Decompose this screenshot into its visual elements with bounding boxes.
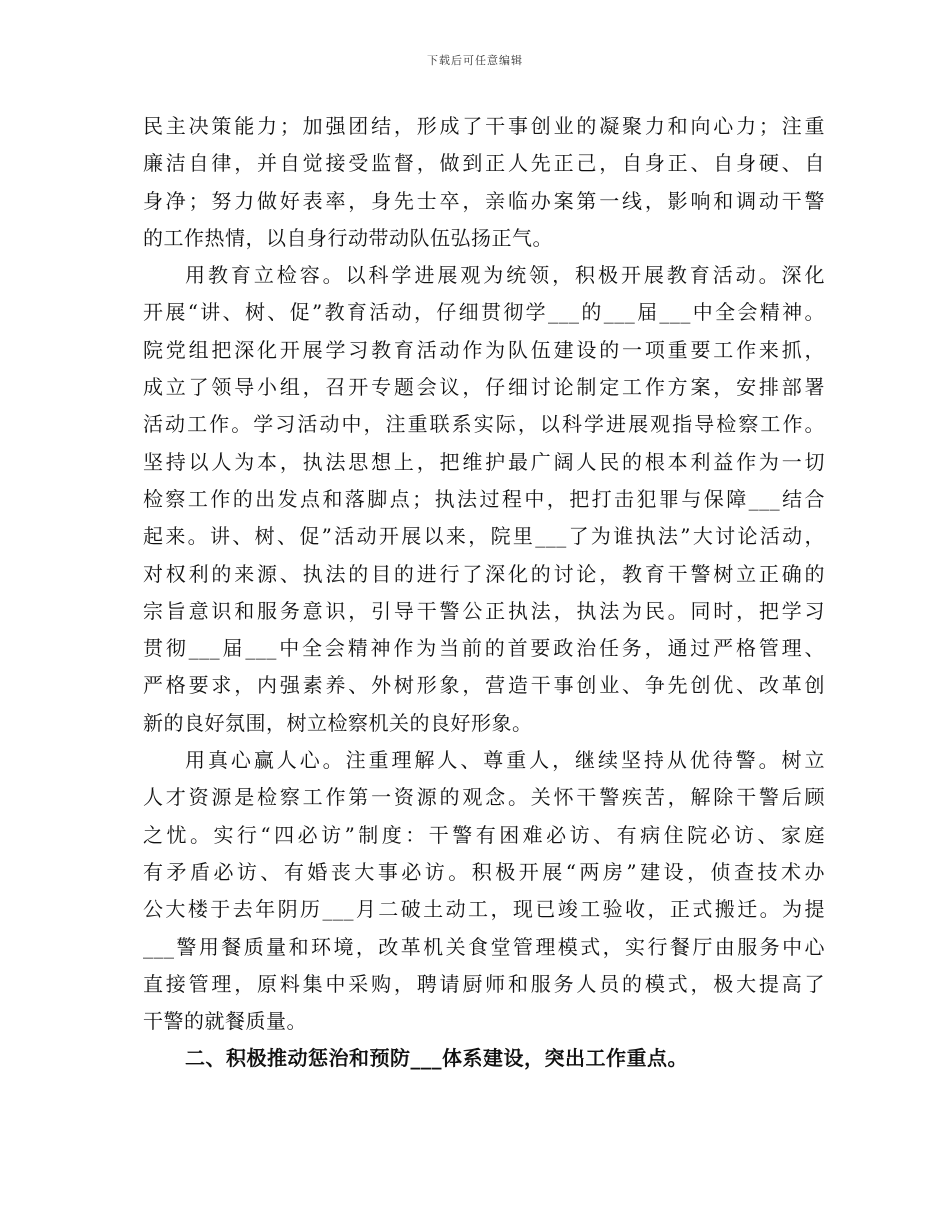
paragraph-line: 开展“讲、树、促”教育活动，仔细贯彻学___的___届___中全会精神。 <box>143 300 825 325</box>
paragraph-line: 身净；努力做好表率，身先士卒，亲临办案第一线，影响和调动干警 <box>143 188 825 213</box>
paragraph-line: ___警用餐质量和环境，改革机关食堂管理模式，实行餐厅由服务中心 <box>143 934 825 959</box>
paragraph-line: 干警的就餐质量。 <box>143 1009 307 1034</box>
paragraph-line: 新的良好氛围，树立检察机关的良好形象。 <box>143 710 533 735</box>
paragraph-line: 人才资源是检察工作第一资源的观念。关怀干警疾苦，解除干警后顾 <box>143 785 825 810</box>
paragraph-line: 民主决策能力；加强团结，形成了干事创业的凝聚力和向心力；注重 <box>143 114 825 138</box>
paragraph-line: 用教育立检容。以科学进展观为统领，积极开展教育活动。深化 <box>185 263 825 288</box>
paragraph-line: 活动工作。学习活动中，注重联系实际，以科学进展观指导检察工作。 <box>143 412 825 437</box>
paragraph-line: 宗旨意识和服务意识，引导干警公正执法，执法为民。同时，把学习 <box>143 598 825 623</box>
paragraph-line: 对权利的来源、执法的目的进行了深化的讨论，教育干警树立正确的 <box>143 561 825 586</box>
paragraph-line: 贯彻___届___中全会精神作为当前的首要政治任务，通过严格管理、 <box>143 636 825 661</box>
paragraph-line: 有矛盾必访、有婚丧大事必访。积极开展“两房”建设，侦查技术办 <box>143 859 825 884</box>
section-heading: 二、积极推动惩治和预防___体系建设，突出工作重点。 <box>185 1046 688 1071</box>
paragraph-line: 成立了领导小组，召开专题会议，仔细讨论制定工作方案，安排部署 <box>143 375 825 400</box>
paragraph-line: 直接管理，原料集中采购，聘请厨师和服务人员的模式，极大提高了 <box>143 971 825 996</box>
paragraph-line: 的工作热情，以自身行动带动队伍弘扬正气。 <box>143 225 553 250</box>
paragraph-line: 坚持以人为本，执法思想上，把维护最广阔人民的根本利益作为一切 <box>143 449 825 474</box>
paragraph-line: 院党组把深化开展学习教育活动作为队伍建设的一项重要工作来抓， <box>143 337 825 362</box>
page-header: 下载后可任意编辑 <box>427 54 523 67</box>
paragraph-line: 严格要求，内强素养、外树形象，营造干事创业、争先创优、改革创 <box>143 673 825 698</box>
paragraph-line: 之忧。实行“四必访”制度：干警有困难必访、有病住院必访、家庭 <box>143 822 825 847</box>
paragraph-line: 检察工作的出发点和落脚点；执法过程中，把打击犯罪与保障___结合 <box>143 486 825 511</box>
paragraph-line: 廉洁自律，并自觉接受监督，做到正人先正己，自身正、自身硬、自 <box>143 151 825 176</box>
paragraph-line: 用真心赢人心。注重理解人、尊重人，继续坚持从优待警。树立 <box>185 748 825 773</box>
paragraph-line: 起来。讲、树、促”活动开展以来，院里___了为谁执法”大讨论活动， <box>143 524 825 549</box>
paragraph-line: 公大楼于去年阴历___月二破土动工，现已竣工验收，正式搬迁。为提 <box>143 897 825 922</box>
document-body <box>143 108 825 1078</box>
